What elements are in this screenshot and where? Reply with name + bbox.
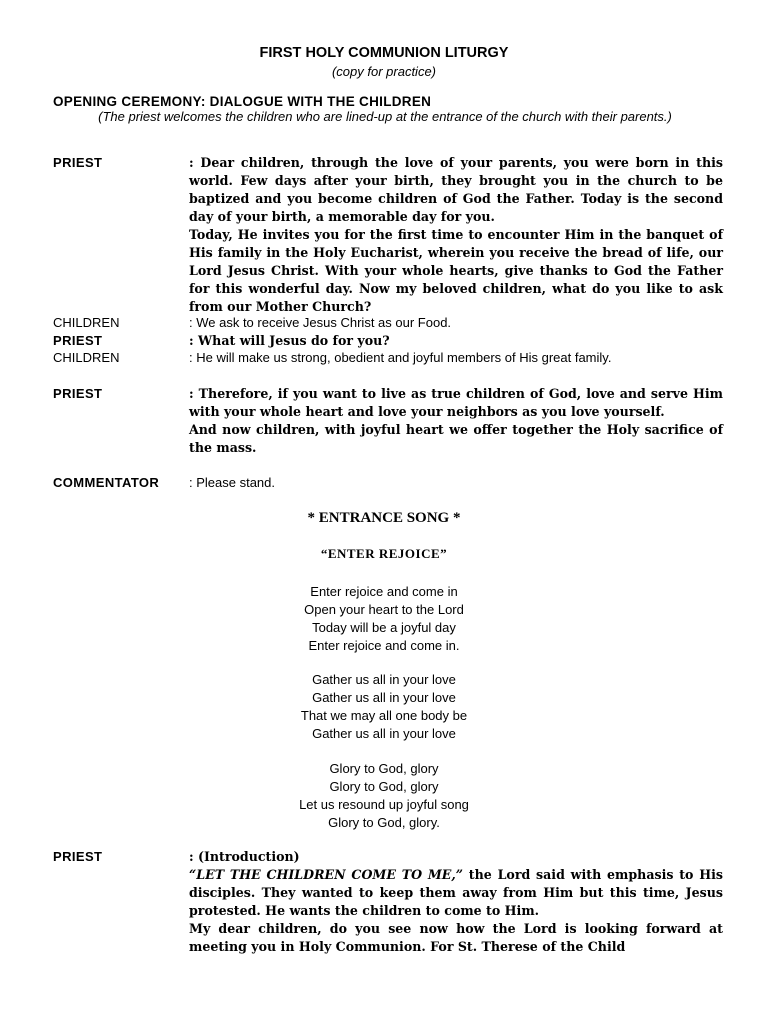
- opening-ceremony-note: (The priest welcomes the children who are lined-up at the entrance of the church with their parents.): [98, 109, 672, 124]
- song-line: Open your heart to the Lord: [304, 602, 464, 617]
- dialogue-line-priest-introduction: [53, 848, 723, 956]
- dialogue-text: [189, 848, 723, 956]
- dialogue-text: : We ask to receive Jesus Christ as our Food.: [189, 315, 452, 330]
- song-stanza-2: [0, 671, 768, 743]
- song-line: Enter rejoice and come in: [310, 584, 458, 599]
- dialogue-text: : He will make us strong, obedient and joyful members of His great family.: [189, 350, 612, 365]
- song-line: Today will be a joyful day: [312, 620, 456, 635]
- speaker-label: PRIEST: [53, 386, 103, 401]
- speaker-label: PRIEST: [53, 333, 103, 348]
- paragraph: : Dear children, through the love of your parents, you were born in this world. Few days after your birth, they brought you in the church to be baptized and you become children of God the Father. Today is the second day of your birth, a memorable day for you.: [189, 155, 723, 224]
- dialogue-text: : Please stand.: [189, 475, 275, 490]
- dialogue-text: [189, 154, 723, 316]
- song-line: Let us resound up joyful song: [299, 797, 469, 812]
- dialogue-line-priest-2: [53, 332, 723, 350]
- song-line: Glory to God, glory: [329, 779, 439, 794]
- dialogue-line-commentator: [53, 474, 723, 492]
- quote: “LET THE CHILDREN COME TO ME,”: [189, 867, 464, 882]
- paragraph: And now children, with joyful heart we offer together the Holy sacrifice of the mass.: [189, 422, 723, 455]
- paragraph: : Therefore, if you want to live as true children of God, love and serve Him with your whole heart and love your neighbors as you love yourself.: [189, 386, 723, 419]
- quote-continuation: the Lord said with emphasis to His disciples. They wanted to keep them away from Him but this time, Jesus protested. He wants the children to come to Him.: [189, 867, 723, 918]
- song-line: Gather us all in your love: [312, 726, 456, 741]
- speaker-label: PRIEST: [53, 849, 103, 864]
- dialogue-line-children-1: [53, 314, 723, 332]
- paragraph: [189, 866, 723, 920]
- song-line: That we may all one body be: [300, 708, 468, 723]
- entrance-song-heading: * ENTRANCE SONG *: [307, 510, 461, 526]
- introduction-label: : (Introduction): [189, 849, 300, 864]
- speaker-label: CHILDREN: [53, 315, 120, 330]
- song-line: Glory to God, glory.: [328, 815, 440, 830]
- document-subtitle: (copy for practice): [331, 64, 437, 79]
- song-stanza-3: [0, 760, 768, 832]
- dialogue-line-priest-1: [53, 154, 723, 316]
- dialogue-line-priest-3: [53, 385, 723, 457]
- dialogue-text: [189, 385, 723, 457]
- opening-ceremony-heading: OPENING CEREMONY: DIALOGUE WITH THE CHILDREN: [53, 94, 432, 109]
- song-line: Gather us all in your love: [312, 672, 456, 687]
- paragraph: Today, He invites you for the first time to encounter Him in the banquet of His family in the Holy Eucharist, wherein you receive the bread of life, our Lord Jesus Christ. With your whole hearts, give thanks to God the Father for this wonderful day. Now my beloved children, what do you like to ask from our Mother Church?: [189, 227, 723, 314]
- speaker-label: CHILDREN: [53, 350, 120, 365]
- dialogue-line-children-2: [53, 349, 723, 367]
- song-line: Glory to God, glory: [329, 761, 439, 776]
- speaker-label: PRIEST: [53, 155, 103, 170]
- song-line: Enter rejoice and come in.: [308, 638, 460, 653]
- speaker-label: COMMENTATOR: [53, 475, 160, 490]
- paragraph: My dear children, do you see now how the Lord is looking forward at meeting you in Holy Communion. For St. Therese of the Child: [189, 921, 723, 954]
- song-stanza-1: [0, 583, 768, 655]
- song-line: Gather us all in your love: [312, 690, 456, 705]
- dialogue-text: : What will Jesus do for you?: [189, 333, 390, 348]
- song-title: “ENTER REJOICE”: [320, 546, 448, 561]
- document-title: FIRST HOLY COMMUNION LITURGY: [259, 45, 509, 61]
